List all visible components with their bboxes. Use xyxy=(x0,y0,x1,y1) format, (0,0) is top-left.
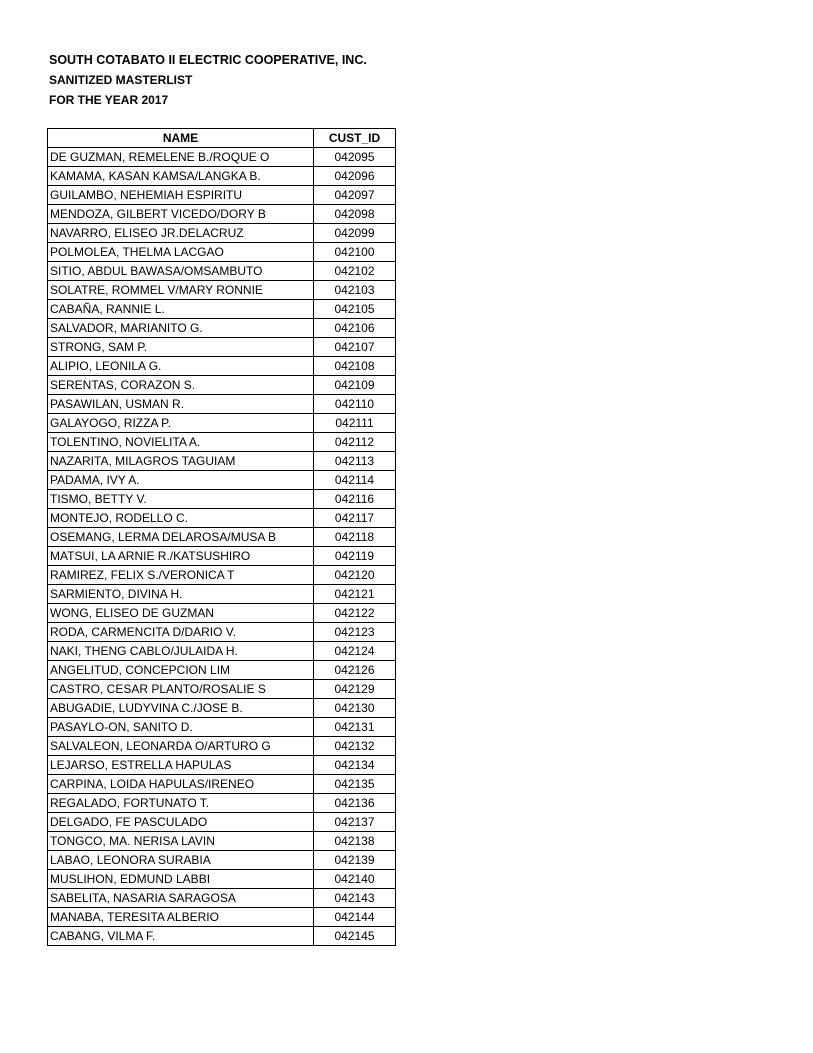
table-row xyxy=(48,319,396,338)
customer-name-cell: PASAYLO-ON, SANITO D. xyxy=(48,718,314,737)
customer-name-cell: WONG, ELISEO DE GUZMAN xyxy=(48,604,314,623)
customer-id-cell: 042122 xyxy=(314,604,396,623)
customer-name-cell: PASAWILAN, USMAN R. xyxy=(48,395,314,414)
table-row xyxy=(48,186,396,205)
customer-name-cell: SALVADOR, MARIANITO G. xyxy=(48,319,314,338)
customer-id-cell: 042096 xyxy=(314,167,396,186)
customer-id-cell: 042110 xyxy=(314,395,396,414)
customer-name-cell: TONGCO, MA. NERISA LAVIN xyxy=(48,832,314,851)
customer-name-cell: RODA, CARMENCITA D/DARIO V. xyxy=(48,623,314,642)
customer-name-cell: NAKI, THENG CABLO/JULAIDA H. xyxy=(48,642,314,661)
customer-name-cell: NAVARRO, ELISEO JR.DELACRUZ xyxy=(48,224,314,243)
customer-name-cell: ANGELITUD, CONCEPCION LIM xyxy=(48,661,314,680)
customer-id-cell: 042113 xyxy=(314,452,396,471)
customer-name-cell: ALIPIO, LEONILA G. xyxy=(48,357,314,376)
customer-name-cell: CABAÑA, RANNIE L. xyxy=(48,300,314,319)
table-row xyxy=(48,205,396,224)
table-row xyxy=(48,395,396,414)
customer-id-cell: 042107 xyxy=(314,338,396,357)
customer-id-cell: 042121 xyxy=(314,585,396,604)
customer-id-cell: 042116 xyxy=(314,490,396,509)
customer-name-cell: RAMIREZ, FELIX S./VERONICA T xyxy=(48,566,314,585)
table-row xyxy=(48,490,396,509)
customer-id-cell: 042118 xyxy=(314,528,396,547)
customer-name-cell: MATSUI, LA ARNIE R./KATSUSHIRO xyxy=(48,547,314,566)
table-row xyxy=(48,585,396,604)
customer-name-cell: TISMO, BETTY V. xyxy=(48,490,314,509)
customer-name-cell: DELGADO, FE PASCULADO xyxy=(48,813,314,832)
customer-id-cell: 042098 xyxy=(314,205,396,224)
table-row xyxy=(48,300,396,319)
table-row xyxy=(48,243,396,262)
table-row xyxy=(48,414,396,433)
table-row xyxy=(48,927,396,946)
customer-name-cell: ABUGADIE, LUDYVINA C./JOSE B. xyxy=(48,699,314,718)
customer-id-cell: 042112 xyxy=(314,433,396,452)
table-row xyxy=(48,452,396,471)
customer-id-cell: 042097 xyxy=(314,186,396,205)
table-row xyxy=(48,794,396,813)
customer-id-cell: 042135 xyxy=(314,775,396,794)
table-row xyxy=(48,889,396,908)
table-row xyxy=(48,604,396,623)
customer-name-cell: DE GUZMAN, REMELENE B./ROQUE O xyxy=(48,148,314,167)
customer-id-cell: 042130 xyxy=(314,699,396,718)
customer-id-cell: 042145 xyxy=(314,927,396,946)
table-row xyxy=(48,851,396,870)
customer-id-cell: 042137 xyxy=(314,813,396,832)
column-header-cust-id: CUST_ID xyxy=(314,129,396,148)
customer-name-cell: SERENTAS, CORAZON S. xyxy=(48,376,314,395)
table-row xyxy=(48,737,396,756)
document-title: SANITIZED MASTERLIST xyxy=(49,73,193,87)
customer-name-cell: SOLATRE, ROMMEL V/MARY RONNIE xyxy=(48,281,314,300)
customer-id-cell: 042099 xyxy=(314,224,396,243)
customer-name-cell: SABELITA, NASARIA SARAGOSA xyxy=(48,889,314,908)
document-period: FOR THE YEAR 2017 xyxy=(49,93,169,107)
customer-name-cell: REGALADO, FORTUNATO T. xyxy=(48,794,314,813)
customer-name-cell: POLMOLEA, THELMA LACGAO xyxy=(48,243,314,262)
customer-id-cell: 042102 xyxy=(314,262,396,281)
customer-id-cell: 042124 xyxy=(314,642,396,661)
table-body xyxy=(48,148,396,946)
customer-name-cell: NAZARITA, MILAGROS TAGUIAM xyxy=(48,452,314,471)
customer-id-cell: 042123 xyxy=(314,623,396,642)
customer-name-cell: CASTRO, CESAR PLANTO/ROSALIE S xyxy=(48,680,314,699)
table-header-row xyxy=(48,129,396,148)
customer-name-cell: TOLENTINO, NOVIELITA A. xyxy=(48,433,314,452)
table-row xyxy=(48,433,396,452)
customer-id-cell: 042132 xyxy=(314,737,396,756)
customer-name-cell: GUILAMBO, NEHEMIAH ESPIRITU xyxy=(48,186,314,205)
customer-name-cell: LABAO, LEONORA SURABIA xyxy=(48,851,314,870)
customer-id-cell: 042117 xyxy=(314,509,396,528)
table-row xyxy=(48,813,396,832)
customer-name-cell: KAMAMA, KASAN KAMSA/LANGKA B. xyxy=(48,167,314,186)
customer-name-cell: PADAMA, IVY A. xyxy=(48,471,314,490)
table-row xyxy=(48,509,396,528)
customer-id-cell: 042120 xyxy=(314,566,396,585)
customer-id-cell: 042095 xyxy=(314,148,396,167)
table-row xyxy=(48,357,396,376)
table-row xyxy=(48,281,396,300)
customer-id-cell: 042126 xyxy=(314,661,396,680)
column-header-name: NAME xyxy=(48,129,314,148)
organization-name: SOUTH COTABATO II ELECTRIC COOPERATIVE, INC. xyxy=(49,53,367,67)
customer-id-cell: 042139 xyxy=(314,851,396,870)
table-row xyxy=(48,756,396,775)
customer-id-cell: 042119 xyxy=(314,547,396,566)
customer-name-cell: STRONG, SAM P. xyxy=(48,338,314,357)
customer-id-cell: 042111 xyxy=(314,414,396,433)
customer-name-cell: CABANG, VILMA F. xyxy=(48,927,314,946)
customer-id-cell: 042143 xyxy=(314,889,396,908)
customer-id-cell: 042140 xyxy=(314,870,396,889)
customer-id-cell: 042106 xyxy=(314,319,396,338)
table-row xyxy=(48,338,396,357)
table-row xyxy=(48,718,396,737)
table-row xyxy=(48,832,396,851)
customer-name-cell: MANABA, TERESITA ALBERIO xyxy=(48,908,314,927)
table-row xyxy=(48,870,396,889)
masterlist-table xyxy=(47,128,396,946)
customer-name-cell: CARPINA, LOIDA HAPULAS/IRENEO xyxy=(48,775,314,794)
customer-id-cell: 042100 xyxy=(314,243,396,262)
table-row xyxy=(48,661,396,680)
document-header xyxy=(49,50,367,110)
customer-name-cell: MUSLIHON, EDMUND LABBI xyxy=(48,870,314,889)
table-row xyxy=(48,908,396,927)
customer-id-cell: 042105 xyxy=(314,300,396,319)
customer-id-cell: 042108 xyxy=(314,357,396,376)
table-row xyxy=(48,699,396,718)
customer-name-cell: LEJARSO, ESTRELLA HAPULAS xyxy=(48,756,314,775)
table-row xyxy=(48,471,396,490)
table-row xyxy=(48,547,396,566)
table-row xyxy=(48,680,396,699)
customer-name-cell: MONTEJO, RODELLO C. xyxy=(48,509,314,528)
table-row xyxy=(48,262,396,281)
table-row xyxy=(48,148,396,167)
customer-id-cell: 042114 xyxy=(314,471,396,490)
table-row xyxy=(48,623,396,642)
customer-id-cell: 042109 xyxy=(314,376,396,395)
table-row xyxy=(48,566,396,585)
customer-id-cell: 042131 xyxy=(314,718,396,737)
customer-name-cell: OSEMANG, LERMA DELAROSA/MUSA B xyxy=(48,528,314,547)
table-row xyxy=(48,224,396,243)
customer-id-cell: 042136 xyxy=(314,794,396,813)
table-row xyxy=(48,376,396,395)
customer-name-cell: GALAYOGO, RIZZA P. xyxy=(48,414,314,433)
customer-id-cell: 042134 xyxy=(314,756,396,775)
customer-name-cell: SALVALEON, LEONARDA O/ARTURO G xyxy=(48,737,314,756)
customer-name-cell: MENDOZA, GILBERT VICEDO/DORY B xyxy=(48,205,314,224)
table-row xyxy=(48,528,396,547)
customer-id-cell: 042129 xyxy=(314,680,396,699)
customer-name-cell: SITIO, ABDUL BAWASA/OMSAMBUTO xyxy=(48,262,314,281)
table-row xyxy=(48,775,396,794)
table-row xyxy=(48,642,396,661)
customer-id-cell: 042144 xyxy=(314,908,396,927)
customer-id-cell: 042103 xyxy=(314,281,396,300)
customer-id-cell: 042138 xyxy=(314,832,396,851)
customer-name-cell: SARMIENTO, DIVINA H. xyxy=(48,585,314,604)
table-row xyxy=(48,167,396,186)
